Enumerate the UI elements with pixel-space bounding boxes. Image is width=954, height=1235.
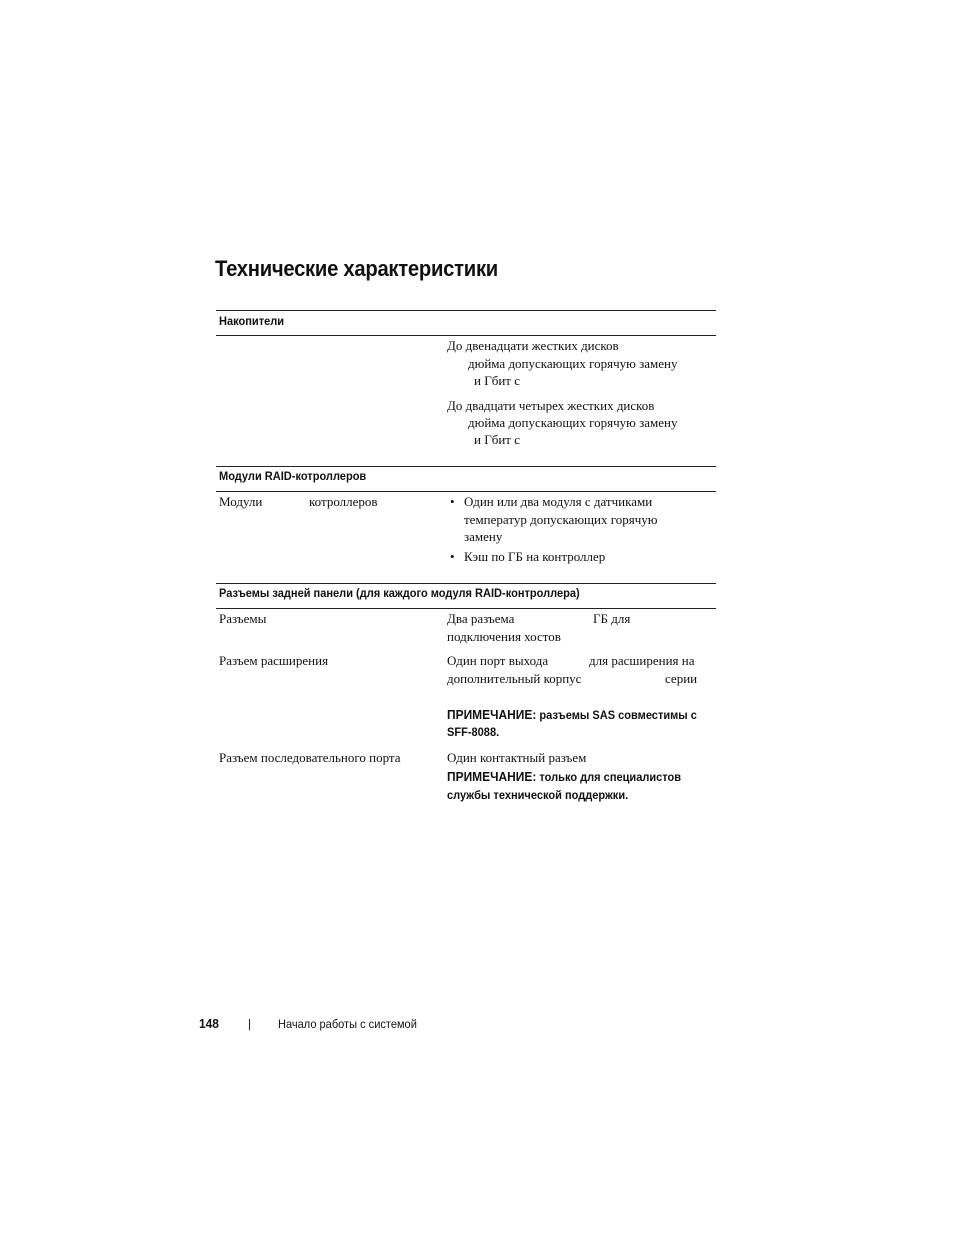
spec-value: для расширения на [589, 653, 695, 668]
spec-label: Модули [219, 494, 263, 509]
spec-value: До двенадцати жестких дисков [447, 338, 619, 353]
spec-value: дополнительный корпус [447, 671, 582, 686]
spec-label: котроллеров [309, 494, 378, 509]
table-rule [216, 310, 716, 311]
note-text: только для специалистов [536, 770, 682, 784]
spec-value: Один контактный разъем [447, 750, 587, 765]
note-text: SFF-8088. [447, 725, 500, 739]
section-header-back-panel: Разъемы задней панели (для каждого модуля RAID-контроллера) [219, 586, 580, 600]
spec-label: Разъемы [219, 611, 267, 626]
spec-value: дюйма допускающих горячую замену [468, 415, 678, 430]
spec-value: и Гбит с [474, 432, 520, 447]
bullet-text: температур допускающих горячую [464, 512, 658, 527]
spec-value: Один порт выхода [447, 653, 549, 668]
spec-label: Разъем последовательного порта [219, 750, 401, 765]
spec-value: и Гбит с [474, 373, 520, 388]
spec-value: подключения хостов [447, 629, 561, 644]
spec-label: Разъем расширения [219, 653, 329, 668]
note-label: ПРИМЕЧАНИЕ: [447, 769, 537, 784]
footer-separator [249, 1019, 250, 1030]
page-number: 148 [199, 1016, 219, 1031]
table-rule [216, 466, 716, 467]
section-header-storage: Накопители [219, 314, 285, 328]
bullet-dot: • [450, 549, 455, 564]
note-text: службы технической поддержки. [447, 788, 629, 802]
note-text: разъемы SAS совместимы с [536, 708, 697, 722]
table-rule [216, 335, 716, 336]
spec-value: ГБ для [593, 611, 631, 626]
note [447, 707, 697, 722]
spec-value: дюйма допускающих горячую замену [468, 356, 678, 371]
note [447, 769, 681, 784]
bullet-dot: • [450, 494, 455, 509]
spec-value: Два разъема [447, 611, 515, 626]
bullet-text: Кэш по ГБ на контроллер [464, 549, 606, 564]
table-rule [216, 608, 716, 609]
bullet-text: Один или два модуля с датчиками [464, 494, 653, 509]
page-title: Технические характеристики [215, 256, 498, 281]
note-label: ПРИМЕЧАНИЕ: [447, 707, 537, 722]
spec-value: До двадцати четырех жестких дисков [447, 398, 655, 413]
chapter-title: Начало работы с системой [278, 1017, 417, 1031]
table-rule [216, 491, 716, 492]
table-rule [216, 583, 716, 584]
section-header-raid-modules: Модули RAID-котроллеров [219, 469, 367, 483]
bullet-text: замену [464, 529, 503, 544]
spec-value: серии [665, 671, 698, 686]
